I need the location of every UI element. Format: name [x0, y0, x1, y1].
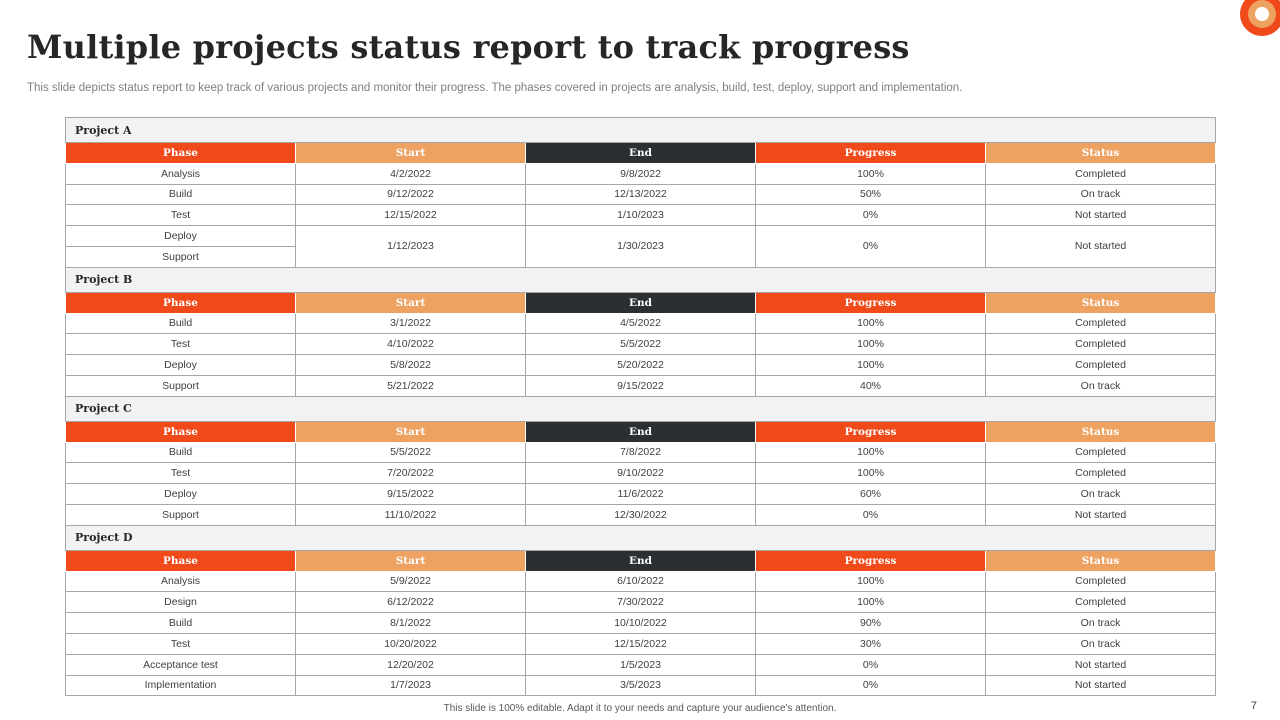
cell-status: Completed	[986, 571, 1216, 592]
cell-progress: 90%	[756, 613, 986, 634]
cell-start: 10/20/2022	[296, 633, 526, 654]
cell-progress: 0%	[756, 675, 986, 696]
cell-progress: 100%	[756, 442, 986, 463]
project-row	[66, 396, 1216, 421]
column-header-start: Start	[296, 292, 526, 313]
cell-phase: Build	[66, 442, 296, 463]
column-header-start: Start	[296, 421, 526, 442]
table-row	[66, 571, 1216, 592]
table-row	[66, 592, 1216, 613]
cell-phase: Acceptance test	[66, 654, 296, 675]
project-name: Project B	[66, 267, 1216, 292]
column-header-progress: Progress	[756, 292, 986, 313]
cell-end: 4/5/2022	[526, 313, 756, 334]
cell-start: 6/12/2022	[296, 592, 526, 613]
cell-status: Not started	[986, 654, 1216, 675]
cell-progress: 30%	[756, 633, 986, 654]
column-header-row	[66, 143, 1216, 164]
cell-status: Not started	[986, 205, 1216, 226]
cell-start: 5/8/2022	[296, 355, 526, 376]
cell-status: Completed	[986, 442, 1216, 463]
cell-end: 11/6/2022	[526, 484, 756, 505]
cell-end: 9/15/2022	[526, 375, 756, 396]
column-header-start: Start	[296, 550, 526, 571]
column-header-status: Status	[986, 550, 1216, 571]
cell-status: Completed	[986, 313, 1216, 334]
cell-end: 6/10/2022	[526, 571, 756, 592]
cell-start: 11/10/2022	[296, 504, 526, 525]
column-header-start: Start	[296, 143, 526, 164]
cell-start: 12/20/202	[296, 654, 526, 675]
cell-phase: Analysis	[66, 571, 296, 592]
cell-progress: 100%	[756, 313, 986, 334]
cell-status: On track	[986, 613, 1216, 634]
column-header-end: End	[526, 143, 756, 164]
cell-progress: 100%	[756, 163, 986, 184]
cell-end: 7/8/2022	[526, 442, 756, 463]
column-header-status: Status	[986, 421, 1216, 442]
cell-phase: Analysis	[66, 163, 296, 184]
cell-status: On track	[986, 184, 1216, 205]
project-name: Project A	[66, 118, 1216, 143]
column-header-row	[66, 550, 1216, 571]
status-report-table-container	[65, 117, 1215, 696]
cell-status: Completed	[986, 463, 1216, 484]
cell-progress: 0%	[756, 504, 986, 525]
table-row	[66, 654, 1216, 675]
table-row	[66, 484, 1216, 505]
cell-progress: 100%	[756, 592, 986, 613]
column-header-status: Status	[986, 143, 1216, 164]
cell-end: 10/10/2022	[526, 613, 756, 634]
cell-phase: Implementation	[66, 675, 296, 696]
cell-status: On track	[986, 633, 1216, 654]
table-row	[66, 313, 1216, 334]
cell-phase: Support	[66, 246, 296, 267]
cell-end: 9/10/2022	[526, 463, 756, 484]
cell-status: On track	[986, 375, 1216, 396]
cell-progress: 100%	[756, 463, 986, 484]
table-row	[66, 675, 1216, 696]
cell-start: 8/1/2022	[296, 613, 526, 634]
slide-subtitle: This slide depicts status report to keep track of various projects and monitor their progress. The phases covered in projects are analysis, build, test, deploy, support and implementation.	[27, 82, 963, 94]
project-row	[66, 118, 1216, 143]
cell-phase: Test	[66, 205, 296, 226]
column-header-progress: Progress	[756, 550, 986, 571]
column-header-phase: Phase	[66, 421, 296, 442]
project-row	[66, 525, 1216, 550]
cell-end: 7/30/2022	[526, 592, 756, 613]
cell-start: 1/12/2023	[296, 226, 526, 268]
cell-start: 5/9/2022	[296, 571, 526, 592]
column-header-row	[66, 292, 1216, 313]
cell-phase: Support	[66, 375, 296, 396]
cell-end: 1/10/2023	[526, 205, 756, 226]
cell-start: 4/2/2022	[296, 163, 526, 184]
cell-end: 12/13/2022	[526, 184, 756, 205]
cell-progress: 50%	[756, 184, 986, 205]
table-row	[66, 226, 1216, 247]
cell-start: 1/7/2023	[296, 675, 526, 696]
cell-end: 5/20/2022	[526, 355, 756, 376]
cell-start: 9/15/2022	[296, 484, 526, 505]
cell-start: 5/5/2022	[296, 442, 526, 463]
cell-progress: 100%	[756, 355, 986, 376]
cell-start: 12/15/2022	[296, 205, 526, 226]
table-row	[66, 613, 1216, 634]
cell-phase: Test	[66, 463, 296, 484]
status-report-table	[65, 117, 1216, 696]
table-row	[66, 205, 1216, 226]
cell-end: 5/5/2022	[526, 334, 756, 355]
cell-status: Not started	[986, 226, 1216, 268]
cell-status: Completed	[986, 163, 1216, 184]
donut-logo-icon	[1238, 0, 1280, 38]
footer-note: This slide is 100% editable. Adapt it to your needs and capture your audience's attention.	[443, 703, 837, 714]
cell-phase: Test	[66, 633, 296, 654]
column-header-status: Status	[986, 292, 1216, 313]
page-number: 7	[1250, 700, 1257, 712]
column-header-phase: Phase	[66, 550, 296, 571]
cell-status: Not started	[986, 504, 1216, 525]
cell-phase: Build	[66, 184, 296, 205]
cell-status: On track	[986, 484, 1216, 505]
cell-phase: Build	[66, 613, 296, 634]
table-row	[66, 355, 1216, 376]
cell-end: 1/5/2023	[526, 654, 756, 675]
cell-end: 1/30/2023	[526, 226, 756, 268]
cell-progress: 0%	[756, 226, 986, 268]
table-row	[66, 163, 1216, 184]
table-row	[66, 463, 1216, 484]
table-row	[66, 633, 1216, 654]
column-header-progress: Progress	[756, 143, 986, 164]
column-header-end: End	[526, 292, 756, 313]
cell-end: 3/5/2023	[526, 675, 756, 696]
cell-progress: 40%	[756, 375, 986, 396]
cell-phase: Deploy	[66, 226, 296, 247]
table-row	[66, 334, 1216, 355]
column-header-progress: Progress	[756, 421, 986, 442]
cell-status: Completed	[986, 355, 1216, 376]
cell-phase: Support	[66, 504, 296, 525]
cell-progress: 60%	[756, 484, 986, 505]
cell-progress: 0%	[756, 205, 986, 226]
project-row	[66, 267, 1216, 292]
cell-progress: 100%	[756, 334, 986, 355]
column-header-end: End	[526, 421, 756, 442]
table-row	[66, 375, 1216, 396]
cell-progress: 100%	[756, 571, 986, 592]
cell-end: 12/15/2022	[526, 633, 756, 654]
table-row	[66, 504, 1216, 525]
column-header-phase: Phase	[66, 143, 296, 164]
slide-title: Multiple projects status report to track progress	[27, 28, 910, 66]
cell-status: Completed	[986, 592, 1216, 613]
column-header-end: End	[526, 550, 756, 571]
cell-status: Not started	[986, 675, 1216, 696]
cell-phase: Test	[66, 334, 296, 355]
table-row	[66, 184, 1216, 205]
column-header-phase: Phase	[66, 292, 296, 313]
project-name: Project C	[66, 396, 1216, 421]
cell-start: 9/12/2022	[296, 184, 526, 205]
column-header-row	[66, 421, 1216, 442]
cell-start: 5/21/2022	[296, 375, 526, 396]
cell-start: 4/10/2022	[296, 334, 526, 355]
project-name: Project D	[66, 525, 1216, 550]
cell-progress: 0%	[756, 654, 986, 675]
table-row	[66, 442, 1216, 463]
cell-phase: Build	[66, 313, 296, 334]
cell-start: 3/1/2022	[296, 313, 526, 334]
cell-status: Completed	[986, 334, 1216, 355]
cell-phase: Deploy	[66, 484, 296, 505]
cell-end: 12/30/2022	[526, 504, 756, 525]
cell-end: 9/8/2022	[526, 163, 756, 184]
cell-start: 7/20/2022	[296, 463, 526, 484]
cell-phase: Deploy	[66, 355, 296, 376]
cell-phase: Design	[66, 592, 296, 613]
